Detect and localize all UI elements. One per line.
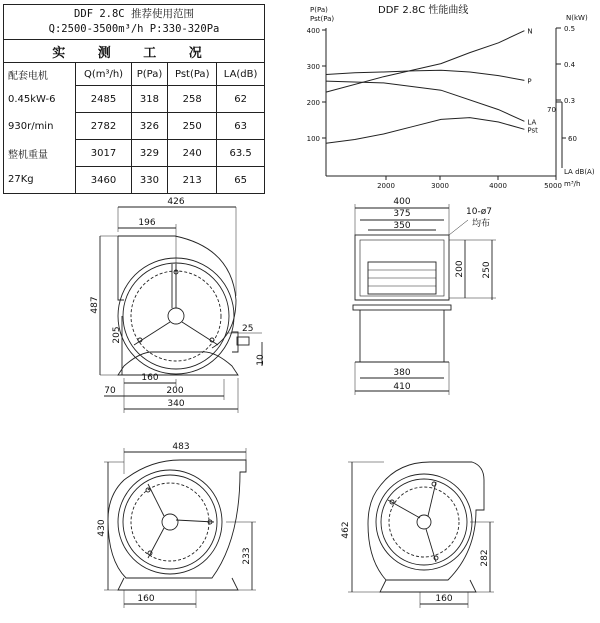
dim-462: 462 <box>341 521 351 539</box>
dim-160-br: 160 <box>435 594 453 604</box>
dim-196: 196 <box>138 218 156 228</box>
dim-205: 205 <box>112 326 122 344</box>
y-tick: 400 <box>306 27 320 35</box>
dim-160-side: 160 <box>141 373 159 383</box>
hole-note-2: 均布 <box>472 219 491 229</box>
y-tick: 100 <box>306 135 320 143</box>
table-cell: 63 <box>217 113 265 140</box>
table-cell: 3017 <box>76 140 131 167</box>
left-label: 整机重量 <box>4 140 76 167</box>
table-cell: 2485 <box>76 86 131 113</box>
dim-350: 350 <box>393 221 411 231</box>
dim-250: 250 <box>482 261 492 279</box>
n-tick: 0.5 <box>564 25 576 33</box>
chart-title: DDF 2.8C 性能曲线 <box>378 5 469 16</box>
table-cell: 213 <box>168 167 217 194</box>
side-view <box>100 207 262 413</box>
table-cell: 63.5 <box>217 140 265 167</box>
la-tick: 60 <box>568 135 577 143</box>
left-label: 配套电机 <box>4 63 76 86</box>
dim-375: 375 <box>393 209 411 219</box>
table-cell: 65 <box>217 167 265 194</box>
dim-10: 10 <box>256 354 266 366</box>
dim-25: 25 <box>242 324 254 334</box>
bottom-left-view <box>104 448 256 608</box>
series-label-p: P <box>527 77 532 86</box>
table-cell: 326 <box>131 113 168 140</box>
col-header: Q(m³/h) <box>76 63 131 86</box>
table-cell: 62 <box>217 86 265 113</box>
dim-400: 400 <box>393 197 411 207</box>
spec-title-line1: DDF 2.8C 推荐使用范围 <box>74 8 194 20</box>
hole-note-1: 10-ø7 <box>466 207 492 217</box>
table-cell: 2782 <box>76 113 131 140</box>
dim-340: 340 <box>167 399 185 409</box>
axis-label-pst: Pst(Pa) <box>310 15 335 23</box>
left-label: 27Kg <box>4 167 76 194</box>
left-label: 0.45kW-6 <box>4 86 76 113</box>
spec-title-line2: Q:2500-3500m³/h P:330-320Pa <box>48 23 220 35</box>
x-tick: 2000 <box>377 182 395 190</box>
y-tick: 200 <box>306 99 320 107</box>
x-tick: 4000 <box>489 182 507 190</box>
dim-200-side: 200 <box>166 386 184 396</box>
series-label-la: LA <box>527 118 537 127</box>
axis-label-p: P(Pa) <box>310 6 328 14</box>
x-tick: 5000 <box>544 182 562 190</box>
axis-label-n: N(kW) <box>566 14 588 22</box>
series-label-pst: Pst <box>527 126 538 135</box>
col-header: Pst(Pa) <box>168 63 217 86</box>
dim-200-front: 200 <box>455 260 465 278</box>
axis-label-la: LA dB(A) <box>564 168 595 176</box>
la-tick: 70 <box>547 106 556 114</box>
dim-430: 430 <box>97 519 107 537</box>
dim-380: 380 <box>393 368 411 378</box>
dim-426: 426 <box>167 197 185 207</box>
col-header: LA(dB) <box>217 63 265 86</box>
n-tick: 0.3 <box>564 97 576 105</box>
axis-unit-x: m³/h <box>564 180 581 188</box>
dim-233: 233 <box>242 547 252 565</box>
table-cell: 240 <box>168 140 217 167</box>
table-cell: 258 <box>168 86 217 113</box>
dim-160-bl: 160 <box>137 594 155 604</box>
left-label: 930r/min <box>4 113 76 140</box>
dim-483: 483 <box>172 442 190 452</box>
series-label-n: N <box>527 27 533 36</box>
table-cell: 250 <box>168 113 217 140</box>
dim-282: 282 <box>480 549 490 567</box>
n-tick: 0.4 <box>564 61 576 69</box>
table-cell: 318 <box>131 86 168 113</box>
table-cell: 330 <box>131 167 168 194</box>
col-header: P(Pa) <box>131 63 168 86</box>
dim-70: 70 <box>104 386 116 396</box>
x-tick: 3000 <box>431 182 449 190</box>
table-cell: 329 <box>131 140 168 167</box>
y-tick: 300 <box>306 63 320 71</box>
section-title: 实 测 工 况 <box>4 40 265 63</box>
table-cell: 3460 <box>76 167 131 194</box>
front-view <box>353 204 496 395</box>
dim-487: 487 <box>90 296 100 314</box>
dim-410: 410 <box>393 382 411 392</box>
bottom-right-view <box>348 462 494 608</box>
